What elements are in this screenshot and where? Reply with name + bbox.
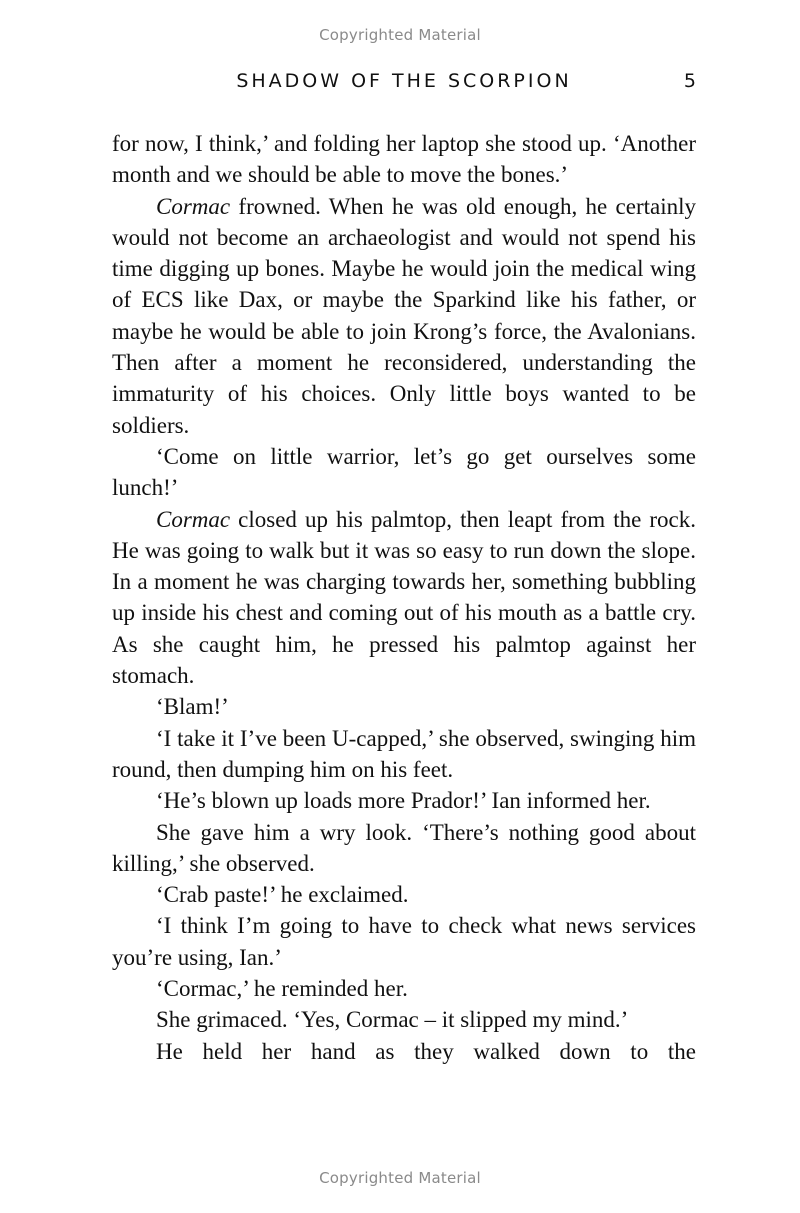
paragraph-9: ‘Crab paste!’ he exclaimed. xyxy=(156,882,409,908)
page-number: 5 xyxy=(683,70,696,92)
paragraph-2 xyxy=(112,191,696,441)
paragraph-7: ‘He’s blown up loads more Prador!’ Ian informed her. xyxy=(156,788,651,814)
body-text xyxy=(112,128,696,1067)
paragraph-10: ‘I think I’m going to have to check what news services you’re using, Ian.’ xyxy=(112,913,696,970)
paragraph-4 xyxy=(112,504,696,692)
running-header xyxy=(112,70,696,98)
paragraph-12: She grimaced. ‘Yes, Cormac – it slipped my mind.’ xyxy=(156,1007,629,1033)
character-name: Cormac xyxy=(156,193,231,219)
paragraph-text: closed up his palmtop, then leapt from the rock. He was going to walk but it was so easy to run down the slope. In a moment he was charging towards her, something bubbling up inside his chest and coming out of his mouth as a battle cry. As she caught him, he pressed his palmtop against her stomach. xyxy=(112,506,696,689)
copyright-watermark-bottom: Copyrighted Material xyxy=(319,1169,481,1187)
paragraph-1: for now, I think,’ and folding her laptop she stood up. ‘Another month and we should be able to move the bones.’ xyxy=(112,131,696,188)
paragraph-text: frowned. When he was old enough, he certainly would not become an archaeologist and would not spend his time digging up bones. Maybe he would join the medical wing of ECS like Dax, or maybe the Sparkind like his father, or maybe he would be able to join Krong’s force, the Avalonians. Then after a moment he reconsidered, understanding the immaturity of his choices. Only little boys wanted to be soldiers. xyxy=(112,193,696,438)
paragraph-6: ‘I take it I’ve been U-capped,’ she observed, swinging him round, then dumping him on his feet. xyxy=(112,725,696,782)
paragraph-11: ‘Cormac,’ he reminded her. xyxy=(156,976,408,1002)
paragraph-8: She gave him a wry look. ‘There’s nothing good about killing,’ she observed. xyxy=(112,819,696,876)
character-name: Cormac xyxy=(156,506,231,532)
paragraph-13: He held her hand as they walked down to the xyxy=(156,1038,696,1064)
book-title: SHADOW OF THE SCORPION xyxy=(236,70,572,92)
paragraph-3: ‘Come on little warrior, let’s go get ourselves some lunch!’ xyxy=(112,443,696,501)
paragraph-5: ‘Blam!’ xyxy=(156,694,229,720)
copyright-watermark-top: Copyrighted Material xyxy=(319,26,481,44)
